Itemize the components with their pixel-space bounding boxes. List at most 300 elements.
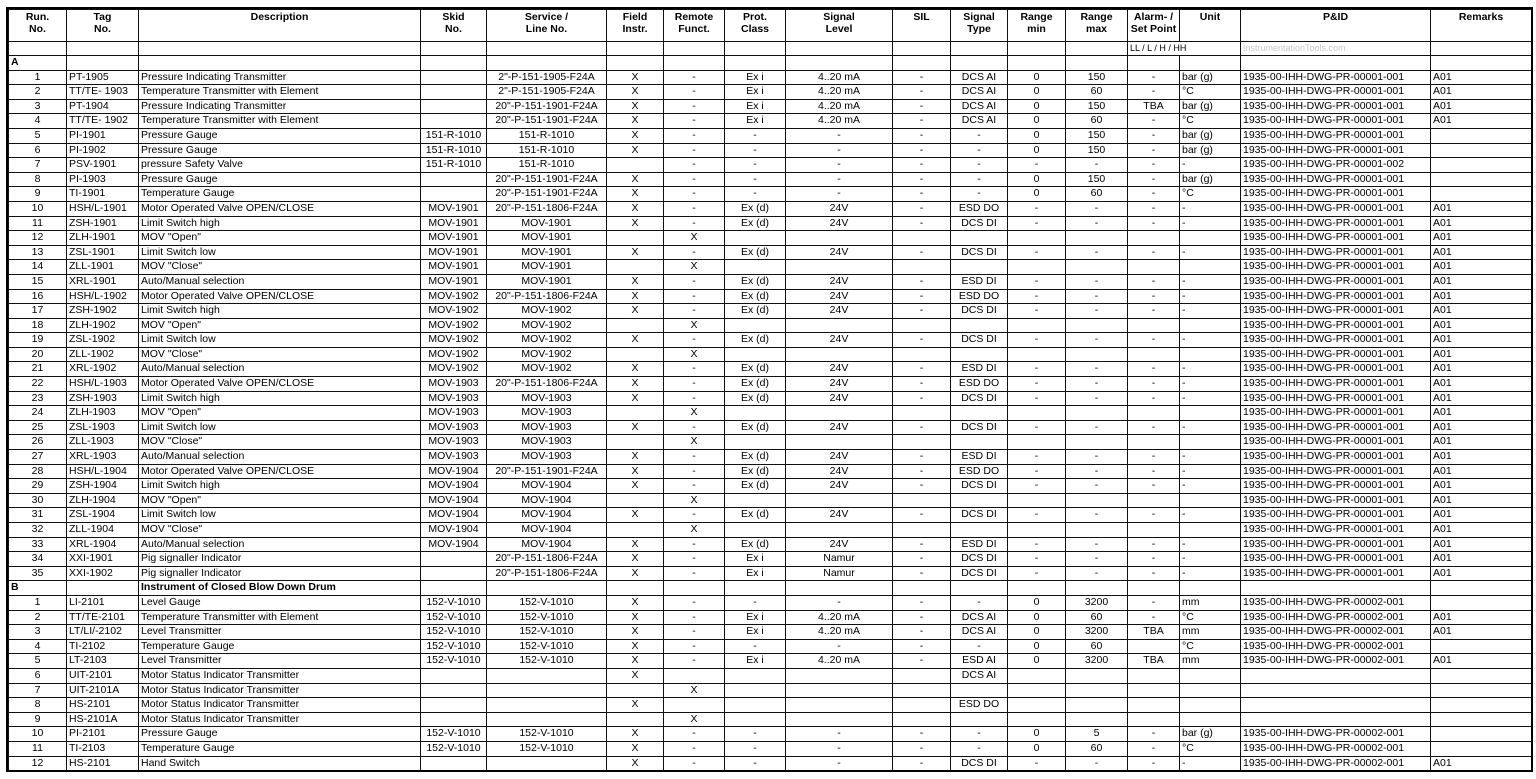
cell-remote-funct: -	[664, 377, 725, 392]
cell-signal-type	[951, 435, 1008, 450]
table-row	[9, 377, 1532, 392]
cell-signal-level: 24V	[786, 420, 893, 435]
cell-description: Temperature Gauge	[139, 741, 421, 756]
cell-tag-no: XRL-1902	[67, 362, 139, 377]
cell-prot-class: Ex (d)	[725, 464, 786, 479]
cell-description: pressure Safety Valve	[139, 158, 421, 173]
cell-field-instr	[607, 683, 664, 698]
cell-run-no: 27	[9, 450, 67, 465]
cell-signal-type: -	[951, 187, 1008, 202]
cell-skid-no	[421, 712, 487, 727]
cell-range-max: 60	[1066, 741, 1128, 756]
cell-range-min: -	[1008, 216, 1066, 231]
cell-alarm-set-point	[1128, 683, 1180, 698]
cell-run-no: 6	[9, 143, 67, 158]
cell-service-line-no: MOV-1903	[487, 406, 607, 421]
cell-signal-level: -	[786, 595, 893, 610]
cell-run-no: 9	[9, 187, 67, 202]
cell-service-line-no: 2"-P-151-1905-F24A	[487, 85, 607, 100]
table-row	[9, 479, 1532, 494]
watermark: InstrumentationTools.com	[1241, 42, 1431, 56]
cell-remarks: A01	[1431, 304, 1532, 319]
cell-range-min	[1008, 406, 1066, 421]
cell-skid-no: MOV-1902	[421, 333, 487, 348]
cell-sil: -	[893, 537, 951, 552]
cell-range-min: -	[1008, 201, 1066, 216]
cell-run-no: 14	[9, 260, 67, 275]
cell-field-instr	[607, 406, 664, 421]
cell-remote-funct: -	[664, 333, 725, 348]
table-row	[9, 756, 1532, 771]
cell-prot-class: Ex i	[725, 566, 786, 581]
cell-service-line-no: MOV-1901	[487, 274, 607, 289]
cell-range-min: -	[1008, 362, 1066, 377]
table-row	[9, 552, 1532, 567]
cell-prot-class	[725, 712, 786, 727]
cell-range-min: 0	[1008, 727, 1066, 742]
table-row	[9, 595, 1532, 610]
cell-range-min: 0	[1008, 595, 1066, 610]
cell-remarks: A01	[1431, 99, 1532, 114]
cell-sil: -	[893, 201, 951, 216]
cell-signal-type	[951, 231, 1008, 246]
cell-signal-level	[786, 698, 893, 713]
cell-prot-class: -	[725, 187, 786, 202]
cell-description: Pressure Indicating Transmitter	[139, 99, 421, 114]
cell-field-instr: X	[607, 172, 664, 187]
cell-run-no: 19	[9, 333, 67, 348]
table-row	[9, 391, 1532, 406]
cell-unit: bar (g)	[1180, 99, 1241, 114]
cell-remarks: A01	[1431, 70, 1532, 85]
cell-remarks: A01	[1431, 508, 1532, 523]
table-row	[9, 435, 1532, 450]
cell-tag-no: ZLH-1902	[67, 318, 139, 333]
cell-range-min: -	[1008, 158, 1066, 173]
cell-pid: 1935-00-IHH-DWG-PR-00001-001	[1241, 406, 1431, 421]
table-row	[9, 70, 1532, 85]
cell-range-max: -	[1066, 245, 1128, 260]
cell-range-min: -	[1008, 245, 1066, 260]
cell-signal-type: DCS DI	[951, 552, 1008, 567]
cell-tag-no: PI-1903	[67, 172, 139, 187]
cell-description: Motor Status Indicator Transmitter	[139, 683, 421, 698]
cell-sil: -	[893, 464, 951, 479]
cell-tag-no: ZLL-1901	[67, 260, 139, 275]
cell-service-line-no: 20"-P-151-1806-F24A	[487, 566, 607, 581]
cell-tag-no: TI-1901	[67, 187, 139, 202]
cell-signal-type: ESD DI	[951, 450, 1008, 465]
cell-unit: bar (g)	[1180, 143, 1241, 158]
cell-prot-class: Ex (d)	[725, 377, 786, 392]
cell-run-no: 22	[9, 377, 67, 392]
section-blank-cell	[1066, 56, 1128, 71]
cell-remarks: A01	[1431, 523, 1532, 538]
cell-remarks	[1431, 668, 1532, 683]
cell-range-max: 3200	[1066, 654, 1128, 669]
cell-alarm-set-point: -	[1128, 216, 1180, 231]
cell-signal-level: 24V	[786, 450, 893, 465]
cell-remote-funct: X	[664, 523, 725, 538]
cell-prot-class: Ex (d)	[725, 479, 786, 494]
cell-tag-no: TT/TE-2101	[67, 610, 139, 625]
cell-description: MOV "Open"	[139, 406, 421, 421]
cell-signal-type: -	[951, 172, 1008, 187]
cell-service-line-no: 152-V-1010	[487, 595, 607, 610]
cell-remarks: A01	[1431, 493, 1532, 508]
cell-service-line-no: MOV-1903	[487, 420, 607, 435]
cell-sil: -	[893, 158, 951, 173]
cell-sil: -	[893, 274, 951, 289]
cell-service-line-no: 20"-P-151-1901-F24A	[487, 114, 607, 129]
cell-range-min: -	[1008, 537, 1066, 552]
cell-range-max: -	[1066, 377, 1128, 392]
table-row	[9, 216, 1532, 231]
cell-remote-funct: -	[664, 201, 725, 216]
cell-alarm-set-point: -	[1128, 304, 1180, 319]
cell-sil	[893, 231, 951, 246]
cell-prot-class	[725, 668, 786, 683]
cell-alarm-set-point: -	[1128, 391, 1180, 406]
cell-range-max: 5	[1066, 727, 1128, 742]
cell-range-min	[1008, 435, 1066, 450]
cell-skid-no: MOV-1904	[421, 479, 487, 494]
cell-tag-no: PT-1905	[67, 70, 139, 85]
cell-field-instr: X	[607, 698, 664, 713]
cell-field-instr: X	[607, 377, 664, 392]
cell-run-no: 4	[9, 114, 67, 129]
cell-unit: mm	[1180, 654, 1241, 669]
cell-alarm-set-point	[1128, 231, 1180, 246]
cell-field-instr: X	[607, 464, 664, 479]
cell-range-max	[1066, 406, 1128, 421]
table-row	[9, 114, 1532, 129]
cell-sil: -	[893, 70, 951, 85]
alarm-levels-label: LL / L / H / HH	[1128, 42, 1241, 56]
cell-pid: 1935-00-IHH-DWG-PR-00001-001	[1241, 552, 1431, 567]
cell-remarks	[1431, 639, 1532, 654]
cell-run-no: 34	[9, 552, 67, 567]
cell-range-max: -	[1066, 566, 1128, 581]
header-description: Description	[139, 10, 421, 42]
cell-pid: 1935-00-IHH-DWG-PR-00001-001	[1241, 508, 1431, 523]
table-row	[9, 231, 1532, 246]
cell-signal-type: DCS DI	[951, 333, 1008, 348]
cell-prot-class: Ex (d)	[725, 420, 786, 435]
cell-description: Hand Switch	[139, 756, 421, 771]
cell-field-instr	[607, 493, 664, 508]
cell-pid: 1935-00-IHH-DWG-PR-00001-001	[1241, 304, 1431, 319]
cell-sil: -	[893, 595, 951, 610]
table-row	[9, 245, 1532, 260]
cell-description: MOV "Close"	[139, 260, 421, 275]
cell-signal-type: DCS DI	[951, 245, 1008, 260]
cell-remarks: A01	[1431, 318, 1532, 333]
cell-unit	[1180, 231, 1241, 246]
section-blank-cell	[786, 581, 893, 596]
cell-pid: 1935-00-IHH-DWG-PR-00001-001	[1241, 450, 1431, 465]
cell-pid: 1935-00-IHH-DWG-PR-00001-001	[1241, 85, 1431, 100]
table-row	[9, 347, 1532, 362]
cell-remote-funct	[664, 668, 725, 683]
cell-tag-no: ZLL-1903	[67, 435, 139, 450]
cell-prot-class: -	[725, 158, 786, 173]
cell-description: Pressure Indicating Transmitter	[139, 70, 421, 85]
cell-signal-level: -	[786, 639, 893, 654]
cell-pid: 1935-00-IHH-DWG-PR-00001-001	[1241, 435, 1431, 450]
cell-description: Temperature Gauge	[139, 187, 421, 202]
cell-alarm-set-point: -	[1128, 172, 1180, 187]
cell-unit: -	[1180, 377, 1241, 392]
cell-signal-type: DCS DI	[951, 304, 1008, 319]
cell-tag-no: ZSH-1902	[67, 304, 139, 319]
cell-service-line-no: 20"-P-151-1901-F24A	[487, 187, 607, 202]
cell-description: Limit Switch high	[139, 304, 421, 319]
cell-signal-type: DCS AI	[951, 114, 1008, 129]
section-blank-cell	[951, 581, 1008, 596]
cell-range-min: 0	[1008, 114, 1066, 129]
cell-prot-class: Ex (d)	[725, 508, 786, 523]
cell-alarm-set-point: -	[1128, 727, 1180, 742]
cell-description: Motor Status Indicator Transmitter	[139, 712, 421, 727]
cell-range-min: 0	[1008, 143, 1066, 158]
cell-prot-class: -	[725, 639, 786, 654]
cell-unit	[1180, 523, 1241, 538]
cell-pid: 1935-00-IHH-DWG-PR-00001-001	[1241, 566, 1431, 581]
cell-range-max: 150	[1066, 143, 1128, 158]
table-row	[9, 85, 1532, 100]
header-range-min: Range min	[1008, 10, 1066, 42]
cell-run-no: 9	[9, 712, 67, 727]
cell-remarks	[1431, 727, 1532, 742]
cell-range-max: -	[1066, 420, 1128, 435]
cell-tag-no: HS-2101	[67, 756, 139, 771]
cell-prot-class: Ex (d)	[725, 274, 786, 289]
cell-remarks: A01	[1431, 85, 1532, 100]
cell-sil	[893, 712, 951, 727]
cell-skid-no: 152-V-1010	[421, 625, 487, 640]
cell-service-line-no: MOV-1903	[487, 450, 607, 465]
cell-range-min	[1008, 231, 1066, 246]
cell-pid: 1935-00-IHH-DWG-PR-00002-001	[1241, 610, 1431, 625]
cell-range-min: 0	[1008, 85, 1066, 100]
cell-remote-funct: -	[664, 508, 725, 523]
cell-tag-no: PT-1904	[67, 99, 139, 114]
cell-description: MOV "Close"	[139, 435, 421, 450]
table-row	[9, 304, 1532, 319]
cell-description: Limit Switch low	[139, 333, 421, 348]
table-row	[9, 362, 1532, 377]
cell-pid: 1935-00-IHH-DWG-PR-00001-001	[1241, 201, 1431, 216]
cell-sil: -	[893, 128, 951, 143]
cell-range-max	[1066, 668, 1128, 683]
cell-alarm-set-point	[1128, 435, 1180, 450]
cell-pid: 1935-00-IHH-DWG-PR-00001-001	[1241, 318, 1431, 333]
cell-skid-no: 151-R-1010	[421, 128, 487, 143]
cell-pid: 1935-00-IHH-DWG-PR-00001-001	[1241, 70, 1431, 85]
cell-remarks: A01	[1431, 216, 1532, 231]
cell-skid-no	[421, 114, 487, 129]
cell-sil: -	[893, 333, 951, 348]
cell-field-instr: X	[607, 85, 664, 100]
cell-range-min: -	[1008, 508, 1066, 523]
cell-remarks: A01	[1431, 377, 1532, 392]
cell-remote-funct: -	[664, 114, 725, 129]
cell-tag-no: UIT-2101	[67, 668, 139, 683]
cell-remarks: A01	[1431, 362, 1532, 377]
cell-skid-no: MOV-1903	[421, 377, 487, 392]
cell-description: Motor Status Indicator Transmitter	[139, 668, 421, 683]
cell-description: Motor Operated Valve OPEN/CLOSE	[139, 464, 421, 479]
cell-pid: 1935-00-IHH-DWG-PR-00001-001	[1241, 523, 1431, 538]
cell-sil: -	[893, 377, 951, 392]
cell-signal-level: 4..20 mA	[786, 610, 893, 625]
cell-skid-no	[421, 172, 487, 187]
cell-skid-no: 152-V-1010	[421, 741, 487, 756]
header-subrow	[9, 42, 1532, 56]
cell-range-max: -	[1066, 464, 1128, 479]
cell-signal-type: ESD AI	[951, 654, 1008, 669]
section-blank-cell	[607, 56, 664, 71]
section-id: B	[9, 581, 67, 596]
cell-field-instr: X	[607, 420, 664, 435]
cell-range-max: 60	[1066, 187, 1128, 202]
cell-skid-no: 152-V-1010	[421, 727, 487, 742]
cell-alarm-set-point: -	[1128, 158, 1180, 173]
cell-alarm-set-point: -	[1128, 201, 1180, 216]
cell-tag-no: TI-2102	[67, 639, 139, 654]
table-row	[9, 158, 1532, 173]
section-blank-cell	[893, 56, 951, 71]
cell-range-min: -	[1008, 450, 1066, 465]
cell-field-instr: X	[607, 595, 664, 610]
cell-pid: 1935-00-IHH-DWG-PR-00002-001	[1241, 741, 1431, 756]
cell-description: Auto/Manual selection	[139, 362, 421, 377]
cell-range-min: -	[1008, 391, 1066, 406]
cell-alarm-set-point: -	[1128, 143, 1180, 158]
cell-unit: mm	[1180, 625, 1241, 640]
cell-unit: mm	[1180, 595, 1241, 610]
cell-unit: -	[1180, 158, 1241, 173]
cell-tag-no: XXI-1902	[67, 566, 139, 581]
cell-tag-no: LI-2101	[67, 595, 139, 610]
cell-sil: -	[893, 756, 951, 771]
cell-remarks	[1431, 595, 1532, 610]
cell-pid: 1935-00-IHH-DWG-PR-00001-001	[1241, 260, 1431, 275]
header-run-no: Run. No.	[9, 10, 67, 42]
cell-range-max	[1066, 260, 1128, 275]
cell-range-max: -	[1066, 158, 1128, 173]
cell-remarks: A01	[1431, 479, 1532, 494]
cell-pid: 1935-00-IHH-DWG-PR-00001-001	[1241, 99, 1431, 114]
cell-range-min	[1008, 668, 1066, 683]
cell-sil	[893, 406, 951, 421]
cell-field-instr: X	[607, 333, 664, 348]
cell-tag-no: HS-2101	[67, 698, 139, 713]
cell-unit: -	[1180, 201, 1241, 216]
cell-description: MOV "Open"	[139, 493, 421, 508]
cell-remarks: A01	[1431, 231, 1532, 246]
cell-remote-funct: -	[664, 172, 725, 187]
cell-service-line-no	[487, 756, 607, 771]
header-service-line-no: Service / Line No.	[487, 10, 607, 42]
table-row	[9, 566, 1532, 581]
cell-run-no: 10	[9, 727, 67, 742]
cell-run-no: 2	[9, 610, 67, 625]
cell-skid-no: MOV-1901	[421, 260, 487, 275]
cell-unit	[1180, 493, 1241, 508]
cell-pid: 1935-00-IHH-DWG-PR-00001-001	[1241, 362, 1431, 377]
cell-unit	[1180, 712, 1241, 727]
cell-prot-class: Ex (d)	[725, 201, 786, 216]
cell-range-min: -	[1008, 333, 1066, 348]
cell-skid-no: 152-V-1010	[421, 654, 487, 669]
cell-run-no: 1	[9, 595, 67, 610]
table-row	[9, 143, 1532, 158]
cell-service-line-no: 152-V-1010	[487, 727, 607, 742]
cell-range-max	[1066, 683, 1128, 698]
cell-description: MOV "Open"	[139, 231, 421, 246]
cell-range-min	[1008, 260, 1066, 275]
table-row	[9, 420, 1532, 435]
cell-remote-funct: -	[664, 654, 725, 669]
cell-range-max: 150	[1066, 128, 1128, 143]
cell-run-no: 12	[9, 756, 67, 771]
section-blank-cell	[951, 56, 1008, 71]
cell-pid: 1935-00-IHH-DWG-PR-00002-001	[1241, 654, 1431, 669]
cell-signal-level: -	[786, 128, 893, 143]
cell-unit: -	[1180, 537, 1241, 552]
cell-field-instr: X	[607, 479, 664, 494]
cell-range-max: 60	[1066, 114, 1128, 129]
cell-pid: 1935-00-IHH-DWG-PR-00001-001	[1241, 347, 1431, 362]
cell-sil: -	[893, 187, 951, 202]
cell-tag-no: UIT-2101A	[67, 683, 139, 698]
cell-skid-no: MOV-1902	[421, 304, 487, 319]
cell-signal-type	[951, 523, 1008, 538]
cell-range-max: 3200	[1066, 595, 1128, 610]
cell-alarm-set-point: -	[1128, 377, 1180, 392]
cell-pid: 1935-00-IHH-DWG-PR-00001-001	[1241, 377, 1431, 392]
cell-description: Limit Switch high	[139, 391, 421, 406]
cell-sil: -	[893, 216, 951, 231]
cell-service-line-no	[487, 668, 607, 683]
cell-sil	[893, 318, 951, 333]
cell-service-line-no	[487, 712, 607, 727]
cell-signal-level: 24V	[786, 362, 893, 377]
cell-remarks	[1431, 172, 1532, 187]
cell-pid: 1935-00-IHH-DWG-PR-00001-001	[1241, 274, 1431, 289]
cell-remote-funct: X	[664, 231, 725, 246]
cell-range-min: -	[1008, 464, 1066, 479]
cell-signal-level	[786, 231, 893, 246]
cell-remarks: A01	[1431, 464, 1532, 479]
cell-alarm-set-point	[1128, 406, 1180, 421]
cell-remote-funct: -	[664, 274, 725, 289]
cell-tag-no: ZSH-1901	[67, 216, 139, 231]
cell-pid: 1935-00-IHH-DWG-PR-00001-001	[1241, 114, 1431, 129]
cell-tag-no: XXI-1901	[67, 552, 139, 567]
cell-range-max: 3200	[1066, 625, 1128, 640]
cell-service-line-no: 152-V-1010	[487, 639, 607, 654]
cell-pid: 1935-00-IHH-DWG-PR-00001-001	[1241, 420, 1431, 435]
cell-alarm-set-point	[1128, 698, 1180, 713]
cell-skid-no: 152-V-1010	[421, 610, 487, 625]
cell-skid-no	[421, 85, 487, 100]
cell-unit: bar (g)	[1180, 128, 1241, 143]
cell-description: Auto/Manual selection	[139, 274, 421, 289]
cell-alarm-set-point: -	[1128, 450, 1180, 465]
